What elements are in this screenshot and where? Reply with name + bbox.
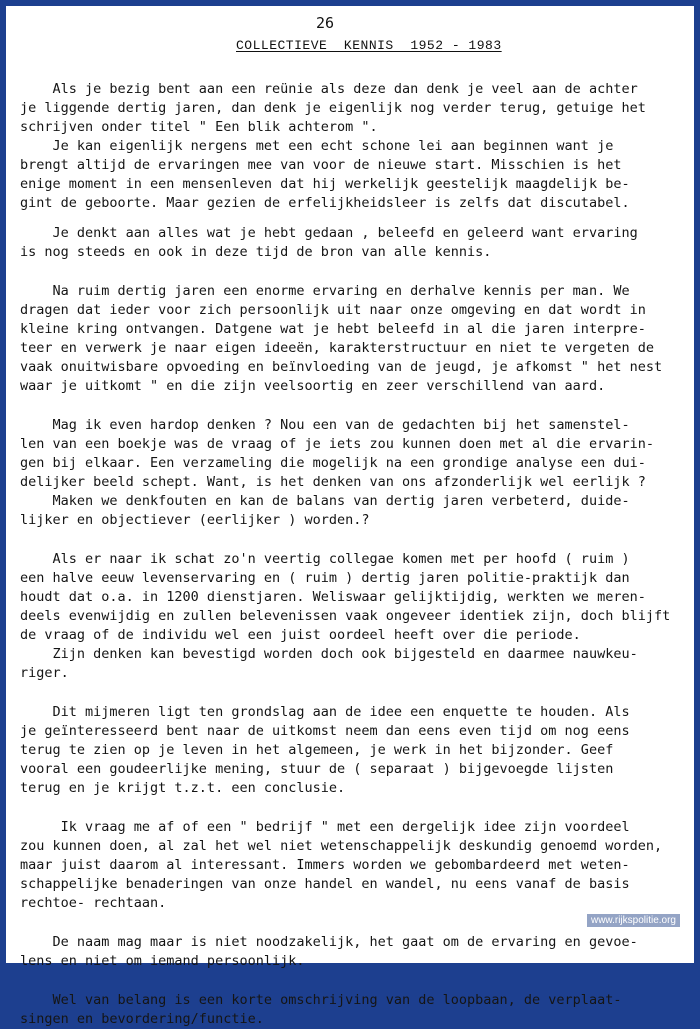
paragraph-2: Je kan eigenlijk nergens met een echt schone lei aan beginnen want je brengt altijd de ervaringen mee van voor de nieuwe start. Misschien is het enige moment in een mensenleven dat hij werkelijk geestelijk maagdelijk be- gint de geboorte. Maar gezien de erfelijkheidsleer is zelfs dat discutabel. (20, 138, 630, 211)
paragraph-12: Wel van belang is een korte omschrijving van de loopbaan, de verplaat- singen en bevordering/functie. (20, 992, 622, 1027)
paragraph-7: Als er naar ik schat zo'n veertig collegae komen met per hoofd ( ruim ) een halve eeuw levenservaring en ( ruim ) dertig jaren politie-praktijk dan houdt dat o.a. in 1200 dienstjaren. Weliswaar gelijktijdig, werkten we meren- deels evenwijdig en zullen belevenissen vaak ongeveer identiek zijn, doch blijft de vraag of de individu wel een juist oordeel heeft over die periode. (20, 551, 671, 643)
paragraph-8: Zijn denken kan bevestigd worden doch ook bijgesteld en daarmee nauwkeu- riger. (20, 646, 638, 681)
paragraph-10: Ik vraag me af of een " bedrijf " met een dergelijk idee zijn voordeel zou kunnen doen, al zal het wel niet wetenschappelijk deskundig genoemd worden, maar juist daarom al interessant. Immers worden we gebombardeerd met weten- schappelijke benaderingen van onze handel en wandel, nu eens vanaf de basis rechtoe- rechtaan. (20, 819, 663, 911)
paragraph-1: Als je bezig bent aan een reünie als deze dan denk je veel aan de achter je liggende dertig jaren, dan denk je eigenlijk nog verder terug, getuige het schrijven onder titel " Een blik achterom ". (20, 81, 646, 135)
paragraph-4: Na ruim dertig jaren een enorme ervaring en derhalve kennis per man. We dragen dat ieder voor zich persoonlijk uit naar onze omgeving en dat wordt in kleine kring ontvangen. Datgene wat je hebt beleefd in al die jaren interpre- teer en verwerk je naar eigen ideeën, karakterstructuur en niet te vergeten de vaak onuitwisbare opvoeding en beïnvloeding van de jeugd, je afkomst " het nest waar je uitkomt " en die zijn veelsoortig en zeer verschillend van aard. (20, 283, 663, 394)
document-page (6, 6, 694, 1027)
paragraph-3: Je denkt aan alles wat je hebt gedaan , beleefd en geleerd want ervaring is nog steeds en ook in deze tijd de bron van alle kennis. (20, 225, 638, 260)
paragraph-6: Maken we denkfouten en kan de balans van dertig jaren verbeterd, duide- lijker en objectiever (eerlijker ) worden.? (20, 493, 630, 528)
paragraph-11: De naam mag maar is niet noodzakelijk, het gaat om de ervaring en gevoe- lens en niet om iemand persoonlijk. (20, 934, 638, 969)
document-body (20, 80, 682, 1029)
site-watermark: www.rijkspolitie.org (587, 914, 680, 927)
paragraph-9: Dit mijmeren ligt ten grondslag aan de idee een enquette te houden. Als je geïnteresseerd bent naar de uitkomst neem dan eens even tijd om nog eens terug te zien op je leven in het algemeen, je werk in het bijzonder. Geef vooral een goudeerlijke mening, stuur de ( separaat ) bijgevoegde lijsten terug en je krijgt t.z.t. een conclusie. (20, 704, 630, 796)
page-number: 26 (316, 14, 335, 32)
paragraph-5: Mag ik even hardop denken ? Nou een van de gedachten bij het samenstel- len van een boekje was de vraag of je iets zou kunnen doen met al die ervarin- gen bij elkaar. Een verzameling die mogelijk na een grondige analyse een dui- delijker beeld schept. Want, is het denken van ons afzonderlijk wel eerlijk ? (20, 417, 654, 490)
document-title: COLLECTIEVE KENNIS 1952 - 1983 (236, 38, 502, 53)
